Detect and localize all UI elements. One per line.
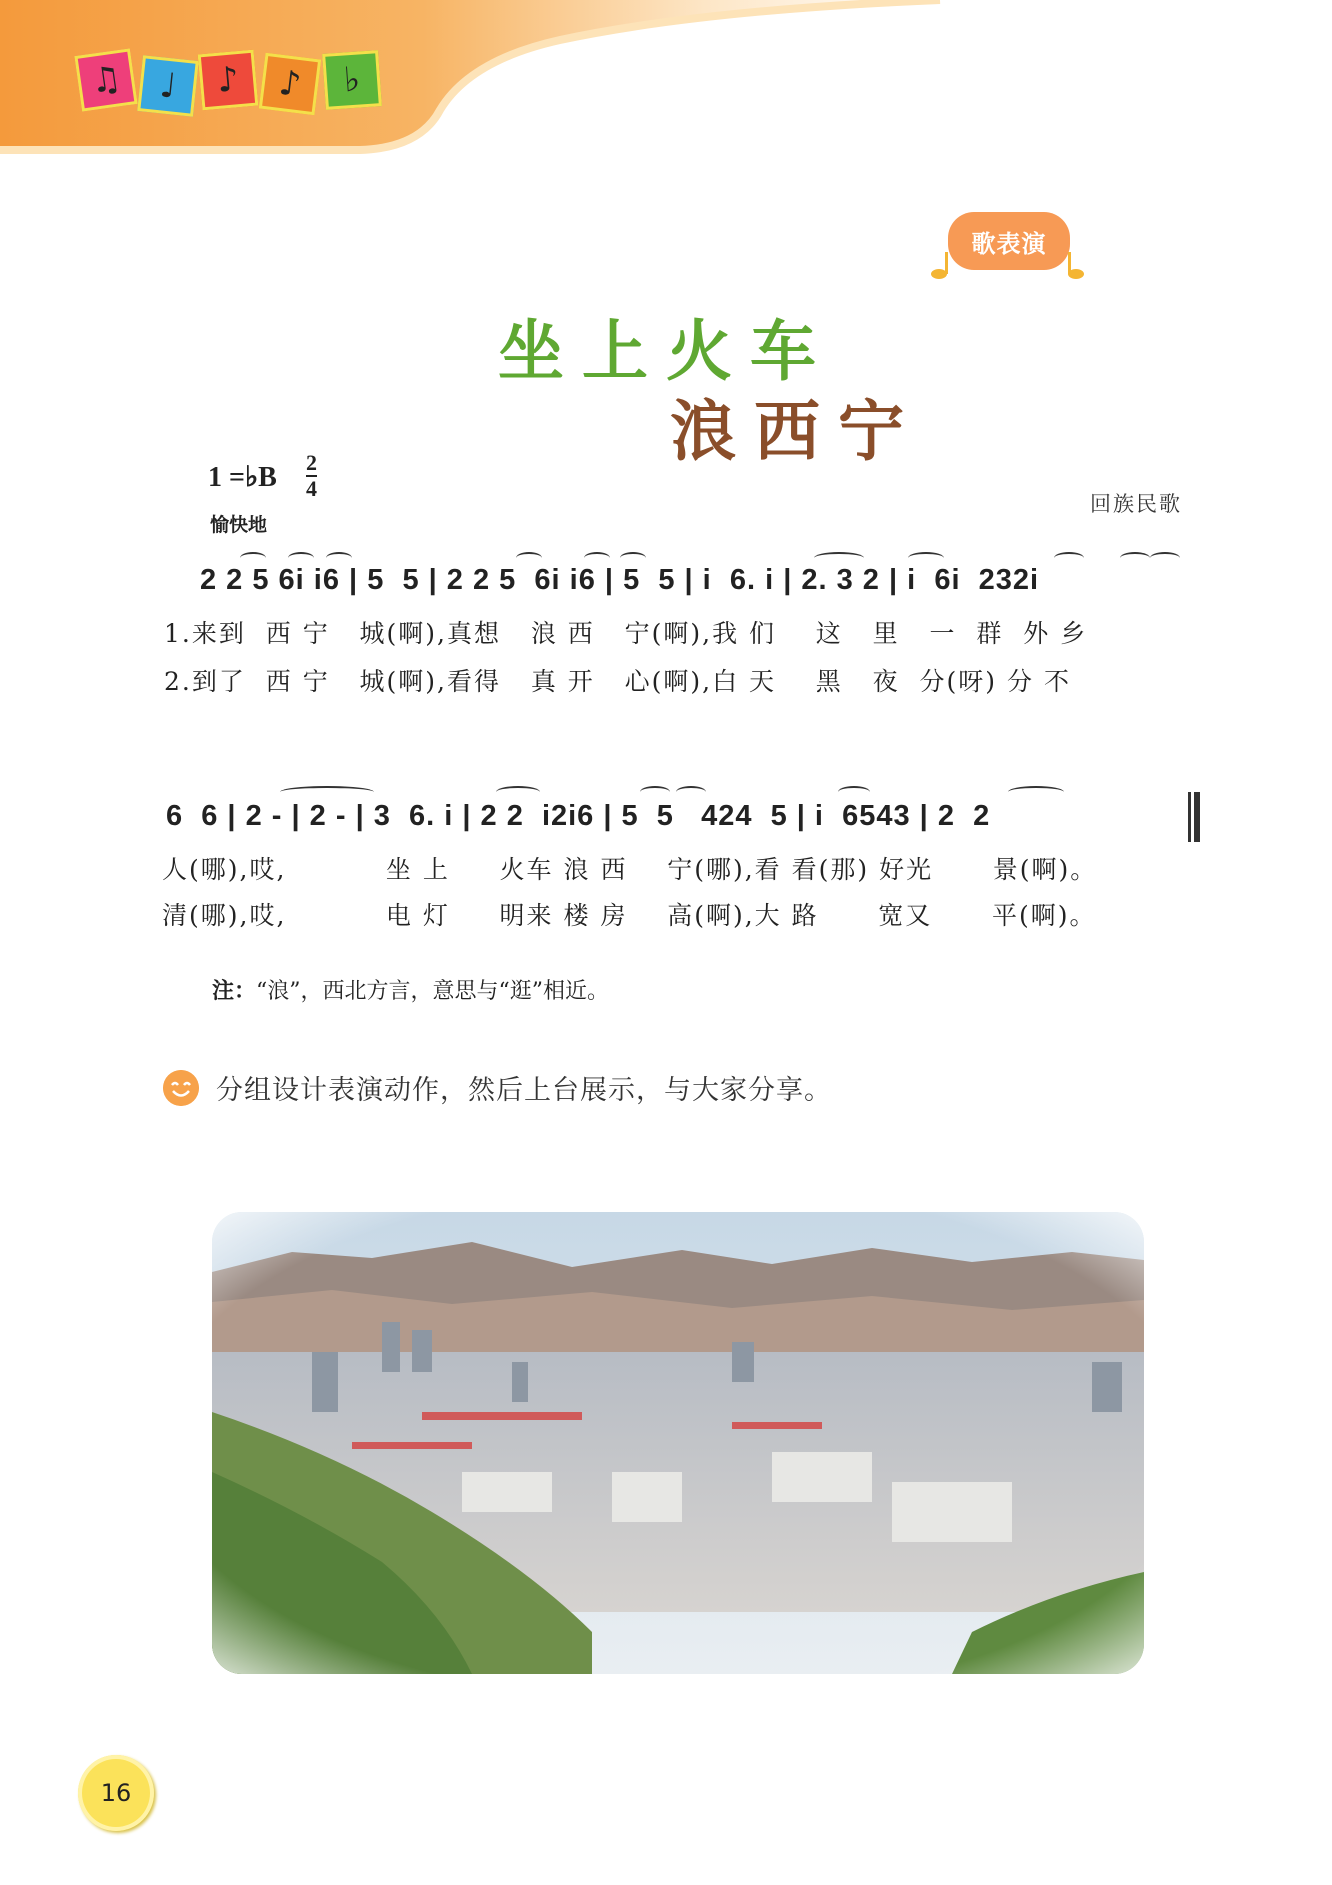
slur-mark xyxy=(620,552,646,564)
slur-mark xyxy=(496,786,540,798)
slur-mark xyxy=(516,552,542,564)
city-landscape-photo xyxy=(212,1212,1144,1674)
notation-row-2: 6 6 | 2 - | 2 - | 3 6. i | 2 2 i2i6 | 5 5 424 5 | i 6543 | 2 2 xyxy=(166,800,991,832)
slur-mark xyxy=(584,552,610,564)
song-title-line-1: 坐上火车 xyxy=(498,313,834,390)
smiley-icon xyxy=(163,1070,199,1106)
slur-mark xyxy=(1054,552,1084,564)
time-signature-top: 2 xyxy=(306,450,317,475)
section-tag xyxy=(948,212,1070,270)
lyrics-row-1-verse-2: 2.到了 西 宁 城(啊),看得 真 开 心(啊),白 天 黑 夜 分(呀) 分 不 xyxy=(164,667,1071,696)
time-signature-bottom: 4 xyxy=(306,476,317,501)
header-note-block xyxy=(198,50,259,111)
music-note-icon: ♩ xyxy=(157,65,179,107)
slur-mark xyxy=(288,552,314,564)
slur-mark xyxy=(240,552,266,564)
music-note-icon: ♪ xyxy=(215,59,241,101)
page-number: 16 xyxy=(78,1755,154,1831)
section-tag-label: 歌表演 xyxy=(971,229,1047,258)
final-barline xyxy=(1188,792,1191,842)
slur-mark xyxy=(640,786,670,798)
music-note-icon: ♪ xyxy=(276,62,304,106)
slur-mark xyxy=(838,786,870,798)
slur-mark xyxy=(1120,552,1150,564)
header-note-block xyxy=(322,50,382,110)
music-note-icon xyxy=(930,250,954,280)
song-title-line-2: 浪西宁 xyxy=(670,393,922,470)
key-signature: 1 =♭B xyxy=(208,462,277,493)
footnote-text: “浪”，西北方言，意思与“逛”相近。 xyxy=(256,979,610,1004)
song-attribution: 回族民歌 xyxy=(1090,492,1182,516)
slur-mark xyxy=(908,552,944,564)
activity-instruction: 分组设计表演动作，然后上台展示，与大家分享。 xyxy=(216,1075,832,1106)
slur-mark xyxy=(676,786,706,798)
time-signature xyxy=(306,452,317,500)
lyrics-row-2-verse-1: 人(哪),哎, 坐 上 火车 浪 西 宁(哪),看 看(那) 好光 景(啊)。 xyxy=(162,855,1098,884)
tempo-marking: 愉快地 xyxy=(210,514,268,536)
header-note-block xyxy=(137,55,199,117)
notation-row-1: 2 2 5 6i i6 | 5 5 | 2 2 5 6i i6 | 5 5 | i 6. i | 2. 3 2 | i 6i 232i xyxy=(200,564,1040,596)
footnote xyxy=(212,974,609,1005)
final-barline xyxy=(1194,792,1200,842)
footnote-lead: 注： xyxy=(212,979,257,1004)
lyrics-row-1-verse-1: 1.来到 西 宁 城(啊),真想 浪 西 宁(啊),我 们 这 里 一 群 外 乡 xyxy=(164,619,1088,648)
slur-mark xyxy=(280,786,374,798)
music-note-icon xyxy=(1062,250,1086,280)
slur-mark xyxy=(326,552,352,564)
lyrics-row-2-verse-2: 清(哪),哎, 电 灯 明来 楼 房 高(啊),大 路 宽又 平(啊)。 xyxy=(162,901,1097,930)
slur-mark xyxy=(814,552,864,564)
slur-mark xyxy=(1150,552,1180,564)
music-note-icon: ♫ xyxy=(88,58,124,102)
header-note-block xyxy=(74,48,137,111)
flat-sign-icon: ♭ xyxy=(342,59,362,101)
header-note-block xyxy=(259,53,321,115)
slur-mark xyxy=(1008,786,1064,798)
